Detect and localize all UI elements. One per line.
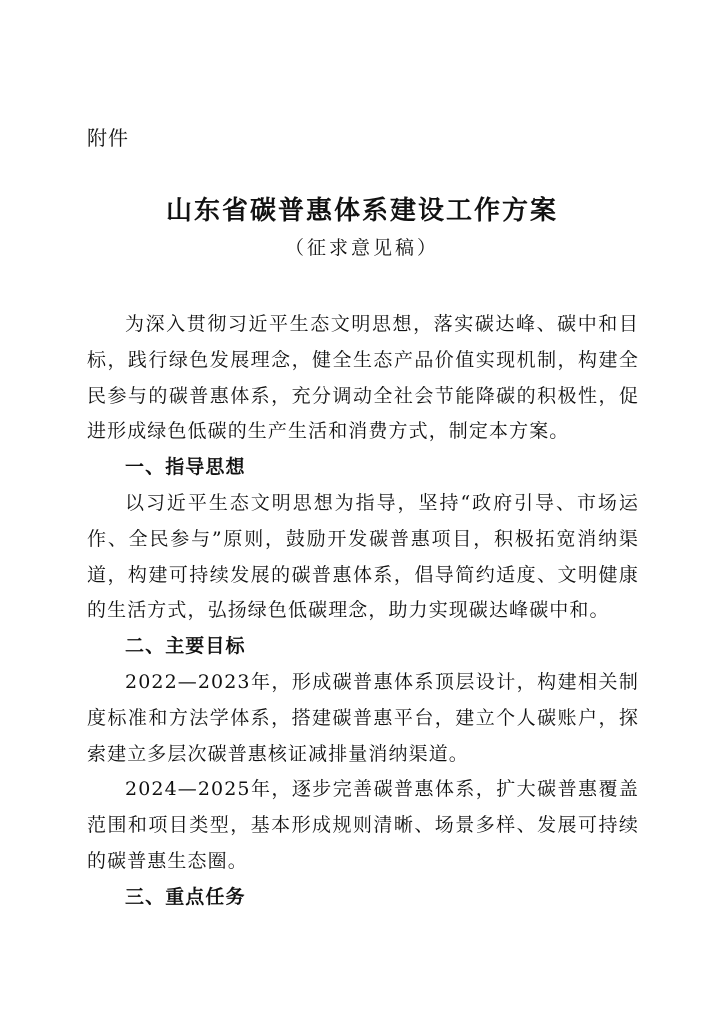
- document-body: [87, 307, 639, 916]
- section-heading-guiding-ideology: 一、指导思想: [125, 456, 246, 479]
- target-2022-2023-paragraph: 2022—2023年，形成碳普惠体系顶层设计，构建相关制度标准和方法学体系，搭建碳普惠平台，建立个人碳账户，探索建立多层次碳普惠核证减排量消纳渠道。: [87, 670, 639, 765]
- guiding-ideology-paragraph: 以习近平生态文明思想为指导，坚持“政府引导、市场运作、全民参与”原则，鼓励开发碳普惠项目，积极拓宽消纳渠道，构建可持续发展的碳普惠体系，倡导简约适度、文明健康的生活方式，弘扬绿色低碳理念，助力实现碳达峰碳中和。: [87, 491, 639, 622]
- intro-paragraph: 为深入贯彻习近平生态文明思想，落实碳达峰、碳中和目标，践行绿色发展理念，健全生态产品价值实现机制，构建全民参与的碳普惠体系，充分调动全社会节能降碳的积极性，促进形成绿色低碳的生产生活和消费方式，制定本方案。: [87, 313, 639, 443]
- document-subtitle: （征求意见稿）: [284, 237, 439, 259]
- target-2024-2025-paragraph: 2024—2025年，逐步完善碳普惠体系，扩大碳普惠覆盖范围和项目类型，基本形成规则清晰、场景多样、发展可持续的碳普惠生态圈。: [87, 778, 639, 872]
- section-heading-key-tasks: 三、重点任务: [125, 885, 246, 908]
- document-title: 山东省碳普惠体系建设工作方案: [165, 196, 558, 226]
- section-heading-main-targets: 二、主要目标: [125, 635, 246, 658]
- attachment-label: 附件: [87, 126, 129, 150]
